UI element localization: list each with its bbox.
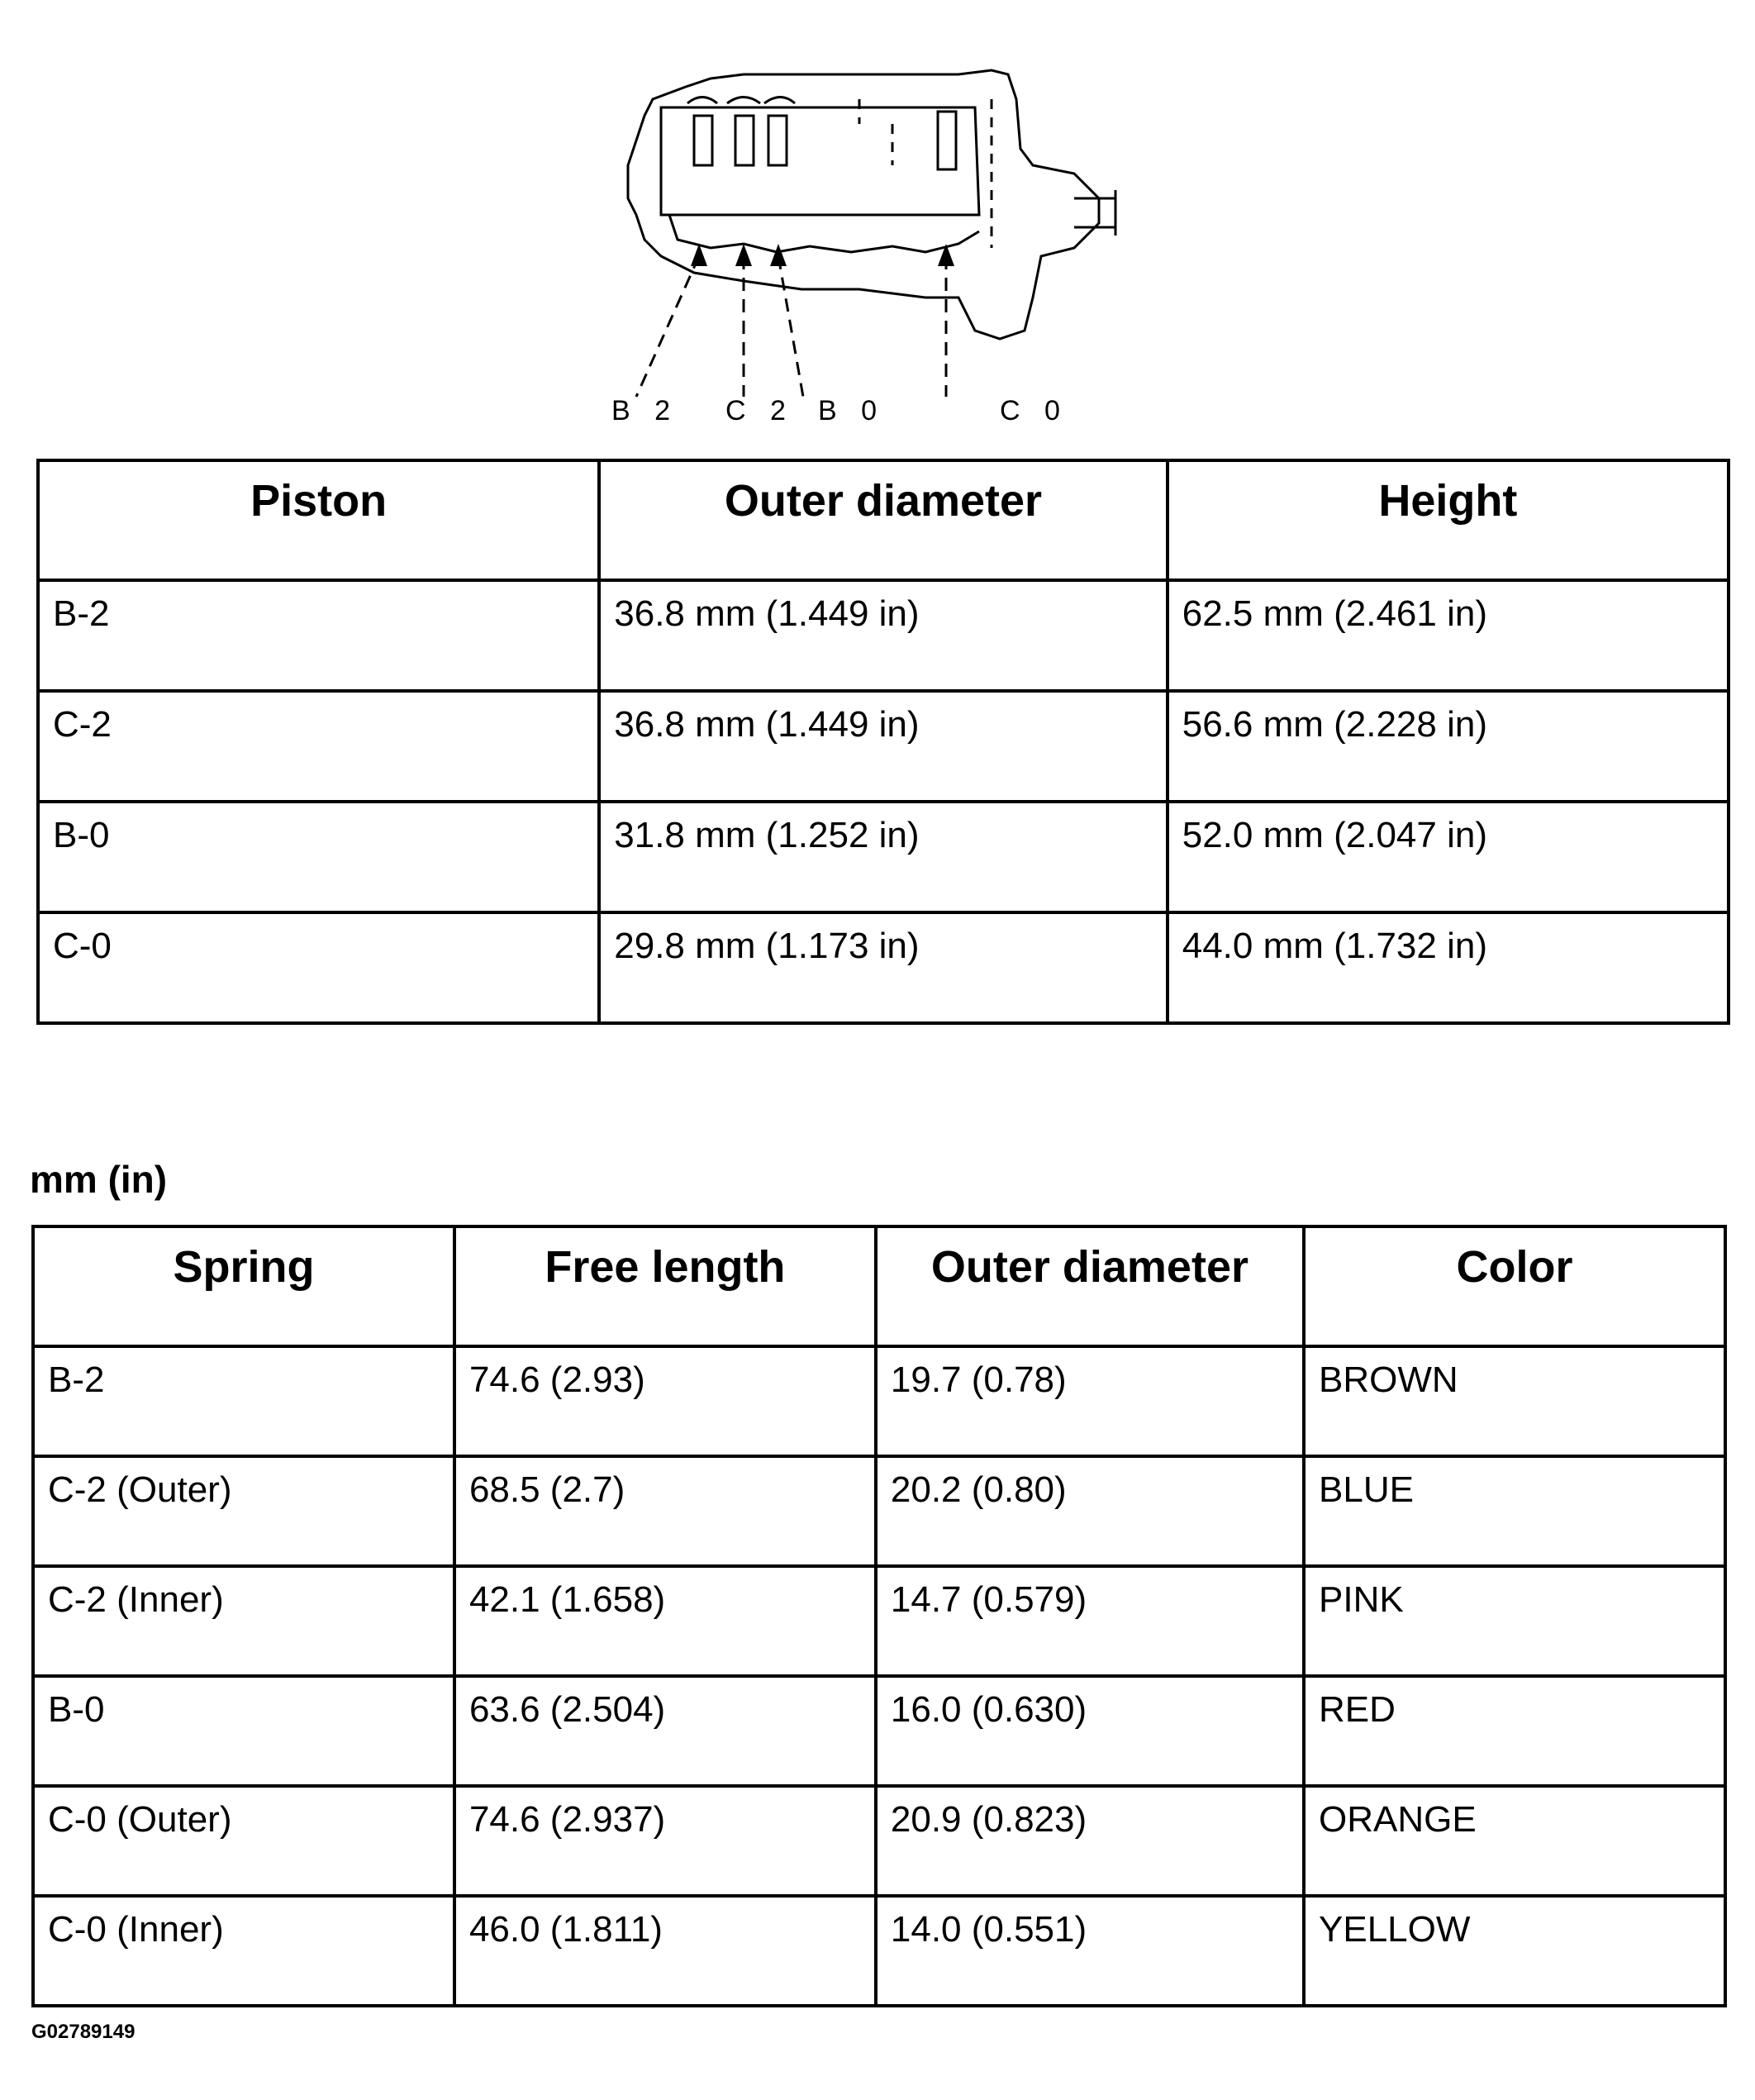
table-header-row — [38, 460, 1729, 580]
table-row — [33, 1676, 1725, 1786]
cell-piston: B-0 — [38, 802, 599, 912]
cell-color: PINK — [1304, 1566, 1725, 1676]
cell-piston: B-2 — [38, 580, 599, 691]
cell-height: 62.5 mm (2.461 in) — [1168, 580, 1729, 691]
cell-outer-diameter: 31.8 mm (1.252 in) — [599, 802, 1167, 912]
callout-c2: C 2 — [725, 395, 794, 426]
table-row — [33, 1786, 1725, 1896]
cell-outer-diameter: 36.8 mm (1.449 in) — [599, 691, 1167, 802]
table-row — [33, 1346, 1725, 1456]
cell-outer-diameter: 14.7 (0.579) — [876, 1566, 1304, 1676]
cell-outer-diameter: 16.0 (0.630) — [876, 1676, 1304, 1786]
cell-piston: C-2 — [38, 691, 599, 802]
cell-spring: C-0 (Inner) — [33, 1896, 454, 2006]
cell-spring: B-2 — [33, 1346, 454, 1456]
cell-outer-diameter: 36.8 mm (1.449 in) — [599, 580, 1167, 691]
cell-spring: C-2 (Inner) — [33, 1566, 454, 1676]
cell-free-length: 74.6 (2.937) — [454, 1786, 876, 1896]
cell-free-length: 68.5 (2.7) — [454, 1456, 876, 1566]
table-row — [38, 691, 1729, 802]
cell-free-length: 74.6 (2.93) — [454, 1346, 876, 1456]
cell-outer-diameter: 29.8 mm (1.173 in) — [599, 912, 1167, 1023]
cell-outer-diameter: 20.9 (0.823) — [876, 1786, 1304, 1896]
units-caption: mm (in) — [30, 1158, 168, 1201]
table-row — [33, 1566, 1725, 1676]
cell-color: YELLOW — [1304, 1896, 1725, 2006]
callout-b2: B 2 — [611, 395, 679, 426]
cell-free-length: 63.6 (2.504) — [454, 1676, 876, 1786]
accumulator-diagram — [611, 50, 1206, 430]
cell-color: RED — [1304, 1676, 1725, 1786]
cell-height: 52.0 mm (2.047 in) — [1168, 802, 1729, 912]
column-header-color: Color — [1304, 1226, 1725, 1346]
table-row — [38, 580, 1729, 691]
table-header-row — [33, 1226, 1725, 1346]
figure-id: G02789149 — [31, 2021, 136, 2043]
cell-color: BROWN — [1304, 1346, 1725, 1456]
column-header-height: Height — [1168, 460, 1729, 580]
cell-spring: C-0 (Outer) — [33, 1786, 454, 1896]
cell-piston: C-0 — [38, 912, 599, 1023]
callout-b0: B 0 — [818, 395, 886, 426]
column-header-piston: Piston — [38, 460, 599, 580]
cell-color: ORANGE — [1304, 1786, 1725, 1896]
valve-body-illustration — [611, 50, 1206, 430]
table-row — [38, 802, 1729, 912]
cell-outer-diameter: 14.0 (0.551) — [876, 1896, 1304, 2006]
piston-spec-table — [36, 459, 1730, 1025]
cell-height: 44.0 mm (1.732 in) — [1168, 912, 1729, 1023]
cell-outer-diameter: 19.7 (0.78) — [876, 1346, 1304, 1456]
cell-color: BLUE — [1304, 1456, 1725, 1566]
cell-outer-diameter: 20.2 (0.80) — [876, 1456, 1304, 1566]
table-row — [38, 912, 1729, 1023]
cell-free-length: 46.0 (1.811) — [454, 1896, 876, 2006]
table-row — [33, 1896, 1725, 2006]
callout-c0: C 0 — [1000, 395, 1068, 426]
table-row — [33, 1456, 1725, 1566]
cell-spring: B-0 — [33, 1676, 454, 1786]
column-header-free-length: Free length — [454, 1226, 876, 1346]
column-header-outer-diameter: Outer diameter — [876, 1226, 1304, 1346]
cell-spring: C-2 (Outer) — [33, 1456, 454, 1566]
column-header-outer-diameter: Outer diameter — [599, 460, 1167, 580]
cell-height: 56.6 mm (2.228 in) — [1168, 691, 1729, 802]
column-header-spring: Spring — [33, 1226, 454, 1346]
spring-spec-table — [31, 1225, 1727, 2007]
cell-free-length: 42.1 (1.658) — [454, 1566, 876, 1676]
